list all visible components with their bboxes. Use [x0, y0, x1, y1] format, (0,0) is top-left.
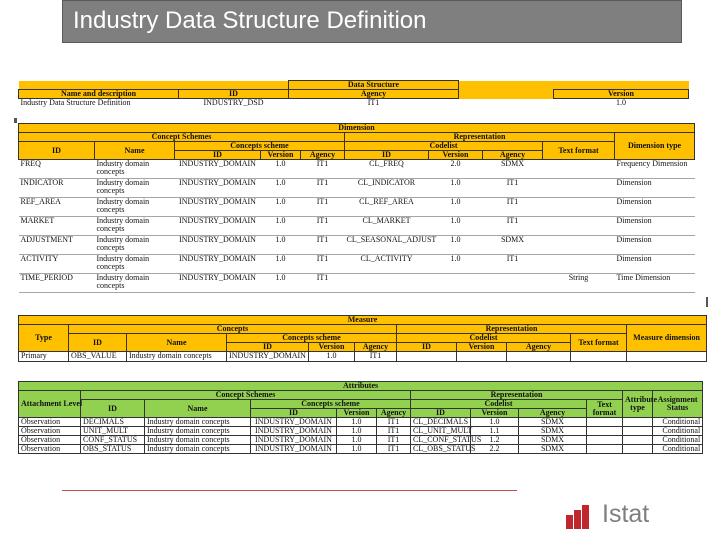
table-cell: IT1 [483, 255, 543, 274]
col-header: Version [471, 409, 519, 418]
col-header: Agency [355, 343, 397, 352]
group-header: Dimension [19, 124, 695, 133]
table-cell: FREQ [19, 160, 95, 179]
section-header: Representation [397, 325, 627, 334]
table-cell: INDUSTRY_DOMAIN [175, 160, 261, 179]
table-cell: IT1 [367, 98, 380, 107]
table-cell [571, 352, 627, 362]
table-cell: 1.0 [261, 217, 301, 236]
col-header: Agency [519, 409, 587, 418]
col-header: Version [261, 151, 301, 160]
table-cell: Industry domain concepts [145, 436, 251, 445]
table-cell: Conditional [653, 445, 703, 454]
table-cell: ACTIVITY [19, 255, 95, 274]
table-cell: CL_REF_AREA [345, 198, 429, 217]
table-cell: Industry domain concepts [95, 198, 175, 217]
table-cell: INDUSTRY_DSD [203, 98, 264, 107]
table-cell [623, 445, 653, 454]
spacer [459, 81, 689, 90]
table-cell: CL_CONF_STATUS [411, 436, 471, 445]
table-cell: Conditional [653, 427, 703, 436]
col-header: Text format [571, 334, 627, 352]
table-cell: SDMX [519, 418, 587, 427]
col-header: Attachment Level [19, 391, 81, 418]
table-cell: INDICATOR [19, 179, 95, 198]
table-cell: CL_DECIMALS [411, 418, 471, 427]
table-cell: 1.0 [261, 236, 301, 255]
col-header: Text format [587, 400, 623, 418]
col-header: ID [179, 90, 289, 99]
table-cell: UNIT_MULT [81, 427, 145, 436]
table-cell: 1.0 [429, 179, 483, 198]
table-cell: Conditional [653, 436, 703, 445]
section-header: Concept Schemes [19, 133, 345, 142]
data-structure-table [18, 80, 689, 108]
table-cell: Industry domain concepts [145, 418, 251, 427]
table-cell: 1.0 [261, 274, 301, 293]
table-cell: INDUSTRY_DOMAIN [175, 255, 261, 274]
table-cell: INDUSTRY_DOMAIN [251, 427, 337, 436]
table-cell: 1.0 [261, 198, 301, 217]
col-header: Agency [289, 90, 459, 99]
col-header: Agency [483, 151, 543, 160]
table-cell: 1.0 [616, 98, 626, 107]
table-cell: 1.1 [471, 427, 519, 436]
table-row [19, 352, 707, 362]
table-cell: INDUSTRY_DOMAIN [175, 179, 261, 198]
table-cell: 1.0 [429, 217, 483, 236]
table-cell: OBS_STATUS [81, 445, 145, 454]
spacer [459, 90, 554, 99]
spacer [459, 99, 554, 108]
table-cell: IT1 [301, 236, 345, 255]
group-header: Data Structure [289, 81, 459, 90]
table-cell: Dimension [615, 217, 695, 236]
table-cell: INDUSTRY_DOMAIN [175, 236, 261, 255]
table-cell: IT1 [377, 418, 411, 427]
table-cell [543, 160, 615, 179]
table-row [19, 445, 703, 454]
table-cell: CONF_STATUS [81, 436, 145, 445]
table-cell: REF_AREA [19, 198, 95, 217]
col-header: Codelist [345, 142, 543, 151]
table-cell [543, 217, 615, 236]
table-cell: IT1 [483, 198, 543, 217]
logo-text: Istat [602, 500, 650, 528]
table-cell: SDMX [519, 427, 587, 436]
table-cell: Dimension [615, 255, 695, 274]
table-cell: Primary [19, 352, 69, 362]
table-cell [587, 445, 623, 454]
table-cell: 1.0 [337, 436, 377, 445]
col-header: Concepts scheme [227, 334, 397, 343]
dimension-table [18, 123, 695, 293]
slide-title-bar [62, 0, 682, 43]
table-cell: Industry domain concepts [145, 445, 251, 454]
table-cell: Industry domain concepts [127, 352, 227, 362]
section-header: Concepts [69, 325, 397, 334]
table-cell: String [543, 274, 615, 293]
section-header: Concept Schemes [81, 391, 411, 400]
table-cell: INDUSTRY_DOMAIN [175, 274, 261, 293]
table-cell: Time Dimension [615, 274, 695, 293]
table-cell: OBS_VALUE [69, 352, 127, 362]
table-cell: IT1 [301, 160, 345, 179]
col-header: Attribute type [623, 391, 653, 418]
col-header: Agency [507, 343, 571, 352]
col-header: ID [175, 151, 261, 160]
table-cell [457, 352, 507, 362]
table-cell [623, 418, 653, 427]
col-header: ID [81, 400, 145, 418]
table-row [19, 255, 695, 274]
table-cell: IT1 [377, 427, 411, 436]
table-cell: 1.0 [337, 427, 377, 436]
col-header: Version [309, 343, 355, 352]
table-cell: 1.0 [429, 236, 483, 255]
table-cell: 1.0 [337, 445, 377, 454]
table-cell: Industry domain concepts [95, 255, 175, 274]
col-header: Agency [301, 151, 345, 160]
col-header: Concepts scheme [175, 142, 345, 151]
col-header: ID [411, 409, 471, 418]
table-cell: Frequency Dimension [615, 160, 695, 179]
divider-mark [14, 118, 17, 123]
section-header: Representation [411, 391, 623, 400]
table-cell [429, 274, 483, 293]
table-cell: IT1 [377, 436, 411, 445]
table-cell: Industry Data Structure Definition [20, 98, 131, 107]
table-cell: 1.0 [309, 352, 355, 362]
table-cell [587, 436, 623, 445]
divider-mark [706, 297, 708, 307]
col-header: ID [19, 142, 95, 160]
table-cell: Industry domain concepts [95, 179, 175, 198]
table-cell [623, 427, 653, 436]
table-cell: TIME_PERIOD [19, 274, 95, 293]
table-cell: IT1 [301, 179, 345, 198]
table-row [19, 217, 695, 236]
attributes-table [18, 381, 703, 454]
table-cell: 1.0 [471, 418, 519, 427]
table-cell: INDUSTRY_DOMAIN [227, 352, 309, 362]
col-header: ID [227, 343, 309, 352]
col-header: Agency [377, 409, 411, 418]
table-cell: 1.0 [429, 255, 483, 274]
col-header: ID [345, 151, 429, 160]
table-cell: IT1 [301, 255, 345, 274]
col-header: Name [95, 142, 175, 160]
table-cell: IT1 [301, 217, 345, 236]
col-header: ID [251, 409, 337, 418]
slide-title: Industry Data Structure Definition [73, 7, 427, 34]
group-header: Attributes [19, 382, 703, 391]
table-cell [623, 436, 653, 445]
istat-logo [566, 500, 686, 529]
col-header: Codelist [411, 400, 587, 409]
table-cell [397, 352, 457, 362]
table-row [19, 274, 695, 293]
table-cell: IT1 [483, 179, 543, 198]
col-header: Version [337, 409, 377, 418]
group-header: Measure [19, 316, 707, 325]
table-cell: SDMX [519, 436, 587, 445]
table-cell: Industry domain concepts [95, 217, 175, 236]
table-cell: Observation [19, 427, 81, 436]
table-cell [507, 352, 571, 362]
table-row [19, 179, 695, 198]
col-header: Version [554, 90, 689, 99]
table-cell: CL_INDICATOR [345, 179, 429, 198]
table-cell: INDUSTRY_DOMAIN [175, 198, 261, 217]
table-cell: Observation [19, 436, 81, 445]
col-header: Assignment Status [653, 391, 703, 418]
table-cell: IT1 [301, 198, 345, 217]
table-cell: Observation [19, 445, 81, 454]
table-cell: SDMX [483, 236, 543, 255]
table-cell [345, 274, 429, 293]
table-cell: 1.0 [261, 255, 301, 274]
table-cell: Industry domain concepts [95, 160, 175, 179]
table-cell: CL_OBS_STATUS [411, 445, 471, 454]
table-cell: Dimension [615, 236, 695, 255]
table-cell: CL_ACTIVITY [345, 255, 429, 274]
col-header: Text format [543, 142, 615, 160]
table-cell: DECIMALS [81, 418, 145, 427]
table-cell [587, 427, 623, 436]
table-cell: 1.0 [261, 160, 301, 179]
table-cell [483, 274, 543, 293]
measure-table [18, 315, 707, 362]
table-cell [587, 418, 623, 427]
section-header: Representation [345, 133, 615, 142]
table-cell [627, 352, 707, 362]
table-cell: IT1 [483, 217, 543, 236]
table-cell: 1.0 [261, 179, 301, 198]
table-cell: 1.0 [429, 198, 483, 217]
table-cell: SDMX [483, 160, 543, 179]
table-cell [543, 179, 615, 198]
table-cell: Dimension [615, 198, 695, 217]
col-header: Measure dimension [627, 325, 707, 352]
table-cell: 2.0 [429, 160, 483, 179]
table-cell: 1.0 [337, 418, 377, 427]
table-cell: Observation [19, 418, 81, 427]
col-header: ID [397, 343, 457, 352]
table-cell: Industry domain concepts [145, 427, 251, 436]
col-header: Codelist [397, 334, 571, 343]
col-header: Version [457, 343, 507, 352]
col-header: Concepts scheme [251, 400, 411, 409]
table-cell [543, 198, 615, 217]
table-cell: IT1 [355, 352, 397, 362]
table-cell: CL_FREQ [345, 160, 429, 179]
table-cell [543, 255, 615, 274]
table-cell: IT1 [301, 274, 345, 293]
col-header: Name [127, 334, 227, 352]
table-cell: 2.2 [471, 445, 519, 454]
table-row [19, 160, 695, 179]
table-cell: SDMX [519, 445, 587, 454]
spacer [19, 81, 289, 90]
col-header: Version [429, 151, 483, 160]
table-cell: Conditional [653, 418, 703, 427]
table-cell: IT1 [377, 445, 411, 454]
col-header: Name and description [19, 90, 179, 99]
footer-divider [62, 490, 517, 491]
table-cell: INDUSTRY_DOMAIN [175, 217, 261, 236]
col-header: Dimension type [615, 133, 695, 160]
table-cell: 1.2 [471, 436, 519, 445]
table-cell: Industry domain concepts [95, 274, 175, 293]
table-cell [543, 236, 615, 255]
table-cell: CL_SEASONAL_ADJUST [345, 236, 429, 255]
table-cell: ADJUSTMENT [19, 236, 95, 255]
table-row [19, 236, 695, 255]
table-cell: Industry domain concepts [95, 236, 175, 255]
logo-bars-icon [566, 503, 596, 529]
table-cell: CL_UNIT_MULT [411, 427, 471, 436]
table-row [19, 198, 695, 217]
table-cell: INDUSTRY_DOMAIN [251, 445, 337, 454]
table-cell: INDUSTRY_DOMAIN [251, 436, 337, 445]
col-header: Type [19, 325, 69, 352]
table-cell: CL_MARKET [345, 217, 429, 236]
table-cell: INDUSTRY_DOMAIN [251, 418, 337, 427]
col-header: ID [69, 334, 127, 352]
table-cell: Dimension [615, 179, 695, 198]
col-header: Name [145, 400, 251, 418]
table-cell: MARKET [19, 217, 95, 236]
